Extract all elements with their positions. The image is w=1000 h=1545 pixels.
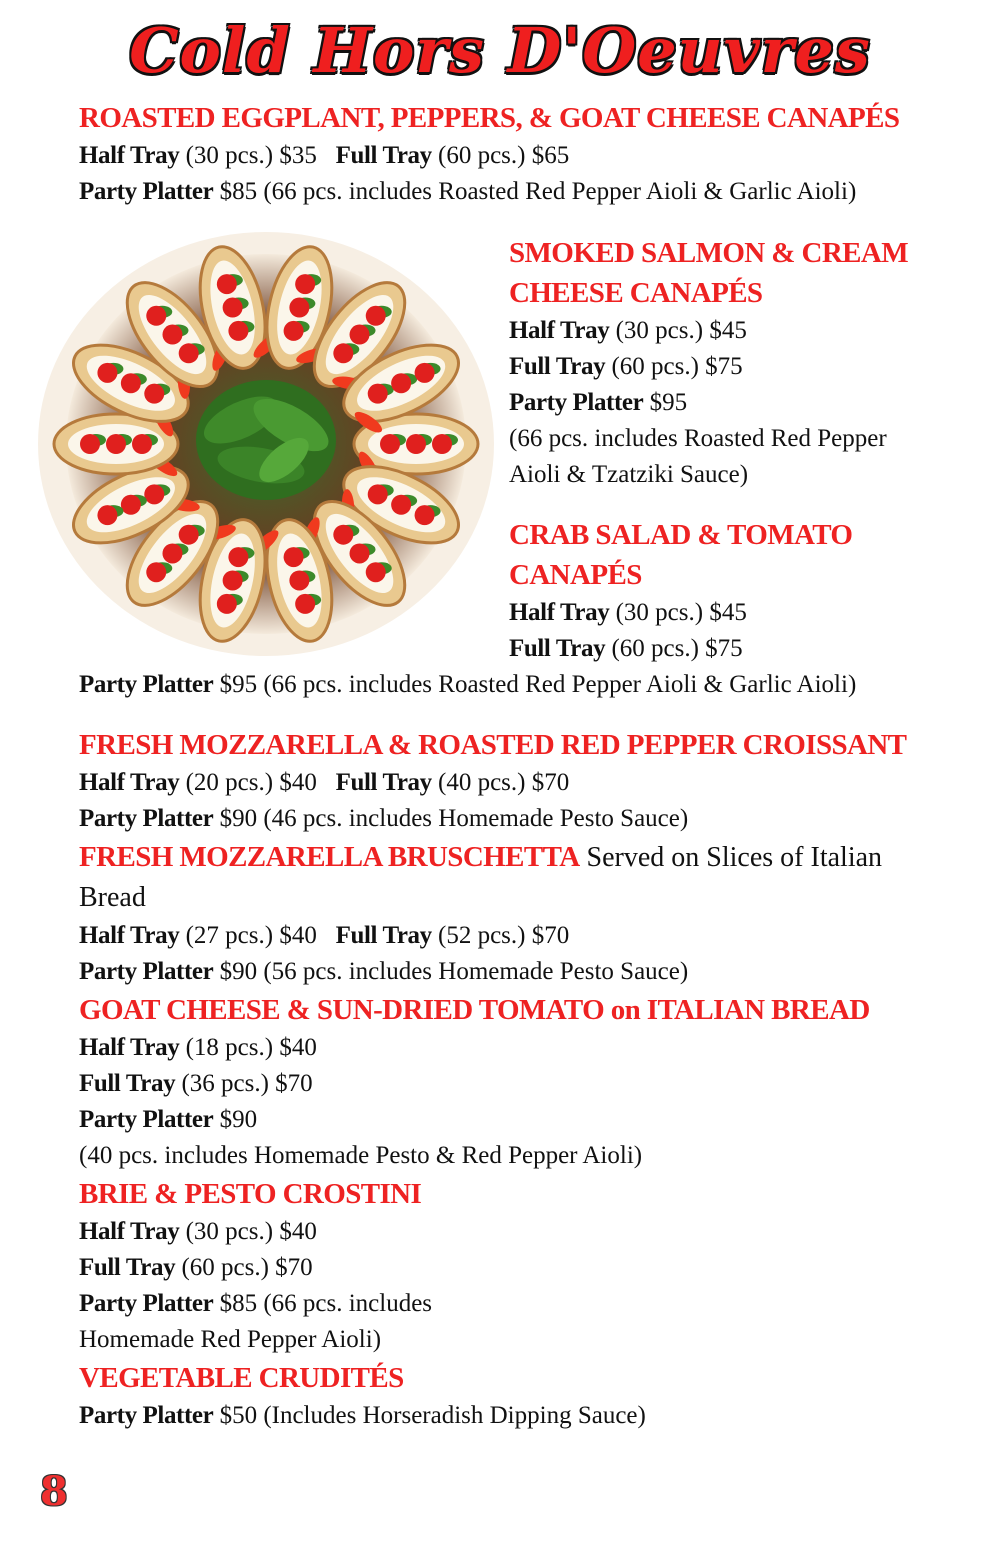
full-tray-line	[509, 349, 908, 385]
item-heading	[79, 837, 959, 878]
party-line	[79, 801, 959, 837]
half-tray-label: Half Tray	[509, 599, 610, 626]
tray-line	[79, 765, 959, 801]
menu-item-brie-crostini	[79, 1174, 959, 1358]
full-tray-label: Full Tray	[509, 353, 606, 380]
half-tray-label: Half Tray	[79, 769, 180, 796]
party-line	[79, 1102, 959, 1138]
party-platter-label: Party Platter	[79, 1402, 214, 1429]
full-tray-line	[509, 631, 852, 667]
full-tray-line	[79, 1250, 959, 1286]
item-name-line2: CANAPÉS	[509, 559, 642, 591]
basil-center	[196, 380, 336, 500]
party-platter-label: Party Platter	[509, 389, 644, 416]
half-tray-price: (27 pcs.) $40	[179, 922, 317, 949]
party-line-crab-salad	[79, 667, 856, 703]
item-description: Served on Slices of Italian	[579, 842, 883, 873]
full-tray-price: (60 pcs.) $65	[431, 142, 570, 169]
full-tray-price: (60 pcs.) $75	[605, 635, 743, 662]
half-tray-label: Half Tray	[79, 1218, 180, 1245]
full-tray-label: Full Tray	[79, 1070, 176, 1097]
party-platter-label: Party Platter	[79, 1106, 214, 1133]
note-line: (40 pcs. includes Homemade Pesto & Red Pepper Aioli)	[79, 1142, 643, 1169]
party-platter-label: Party Platter	[79, 178, 214, 205]
full-tray-line	[79, 1066, 959, 1102]
menu-list-lower	[79, 725, 959, 1434]
half-tray-price: (20 pcs.) $40	[179, 769, 317, 796]
half-tray-line	[79, 1214, 959, 1250]
full-tray-label: Full Tray	[335, 142, 432, 169]
item-name: FRESH MOZZARELLA BRUSCHETTA	[79, 841, 580, 873]
full-tray-label: Full Tray	[335, 922, 432, 949]
half-tray-price: (30 pcs.) $45	[609, 599, 747, 626]
full-tray-price: (60 pcs.) $70	[175, 1254, 313, 1281]
full-tray-price: (40 pcs.) $70	[431, 769, 570, 796]
party-platter-price: $90 (46 pcs. includes Homemade Pesto Sauce)	[213, 805, 689, 832]
note-line1: (66 pcs. includes Roasted Red Pepper	[509, 425, 887, 452]
party-line	[79, 1398, 959, 1434]
party-platter-price: $85 (66 pcs. includes	[213, 1290, 433, 1317]
item-description-cont: Bread	[79, 882, 146, 913]
item-name: GOAT CHEESE & SUN-DRIED TOMATO on ITALIAN BREAD	[79, 994, 870, 1026]
party-platter-price: $85 (66 pcs. includes Roasted Red Pepper Aioli & Garlic Aioli)	[213, 178, 857, 205]
party-platter-price: $90 (56 pcs. includes Homemade Pesto Sauce)	[213, 958, 689, 985]
half-tray-price: (30 pcs.) $45	[609, 317, 747, 344]
full-tray-label: Full Tray	[335, 769, 432, 796]
item-name: VEGETABLE CRUDITÉS	[79, 1362, 404, 1394]
tray-line	[79, 918, 959, 954]
note-line2: Aioli & Tzatziki Sauce)	[509, 461, 749, 488]
half-tray-label: Half Tray	[79, 1034, 180, 1061]
party-line	[79, 174, 899, 210]
full-tray-price: (36 pcs.) $70	[175, 1070, 313, 1097]
item-name-line2: CHEESE CANAPÉS	[509, 277, 763, 309]
page-number: 8	[40, 1468, 68, 1515]
party-platter-price: $50	[213, 1402, 258, 1429]
menu-item-mozzarella-bruschetta	[79, 837, 959, 990]
half-tray-label: Half Tray	[79, 922, 180, 949]
page-title: Cold Hors D'Oeuvres	[129, 14, 871, 87]
menu-item-goat-cheese-bread	[79, 990, 959, 1174]
party-platter-price: $95 (66 pcs. includes Roasted Red Pepper Aioli & Garlic Aioli)	[213, 671, 857, 698]
half-tray-price: (30 pcs.) $35	[179, 142, 317, 169]
party-platter-price: $95	[643, 389, 688, 416]
half-tray-line	[79, 1030, 959, 1066]
item-name: ROASTED EGGPLANT, PEPPERS, & GOAT CHEESE CANAPÉS	[79, 102, 900, 134]
party-line	[79, 1286, 959, 1322]
item-name-line1: CRAB SALAD & TOMATO	[509, 519, 853, 551]
full-tray-label: Full Tray	[79, 1254, 176, 1281]
menu-item-mozzarella-croissant	[79, 725, 959, 837]
tray-line	[79, 138, 899, 174]
note-line: Homemade Red Pepper Aioli)	[79, 1326, 382, 1353]
item-name: BRIE & PESTO CROSTINI	[79, 1178, 422, 1210]
half-tray-price: (30 pcs.) $40	[179, 1218, 317, 1245]
menu-item-crab-salad	[509, 515, 852, 667]
menu-item-smoked-salmon	[509, 233, 908, 493]
party-platter-label: Party Platter	[79, 805, 214, 832]
full-tray-price: (60 pcs.) $75	[605, 353, 743, 380]
party-platter-label: Party Platter	[79, 1290, 214, 1317]
party-platter-note: (Includes Horseradish Dipping Sauce)	[257, 1402, 646, 1429]
half-tray-label: Half Tray	[79, 142, 180, 169]
party-line	[79, 954, 959, 990]
item-name-line1: SMOKED SALMON & CREAM	[509, 237, 909, 269]
half-tray-line	[509, 313, 908, 349]
party-platter-price: $90	[213, 1106, 258, 1133]
full-tray-price: (52 pcs.) $70	[431, 922, 570, 949]
half-tray-line	[509, 595, 852, 631]
item-name: FRESH MOZZARELLA & ROASTED RED PEPPER CROISSANT	[79, 729, 907, 761]
party-line	[509, 385, 908, 421]
half-tray-label: Half Tray	[509, 317, 610, 344]
party-platter-label: Party Platter	[79, 958, 214, 985]
menu-item-vegetable-crudites	[79, 1358, 959, 1434]
half-tray-price: (18 pcs.) $40	[179, 1034, 317, 1061]
party-platter-label: Party Platter	[79, 671, 214, 698]
canape-platter-photo	[36, 230, 496, 658]
menu-item-eggplant	[79, 98, 899, 210]
full-tray-label: Full Tray	[509, 635, 606, 662]
